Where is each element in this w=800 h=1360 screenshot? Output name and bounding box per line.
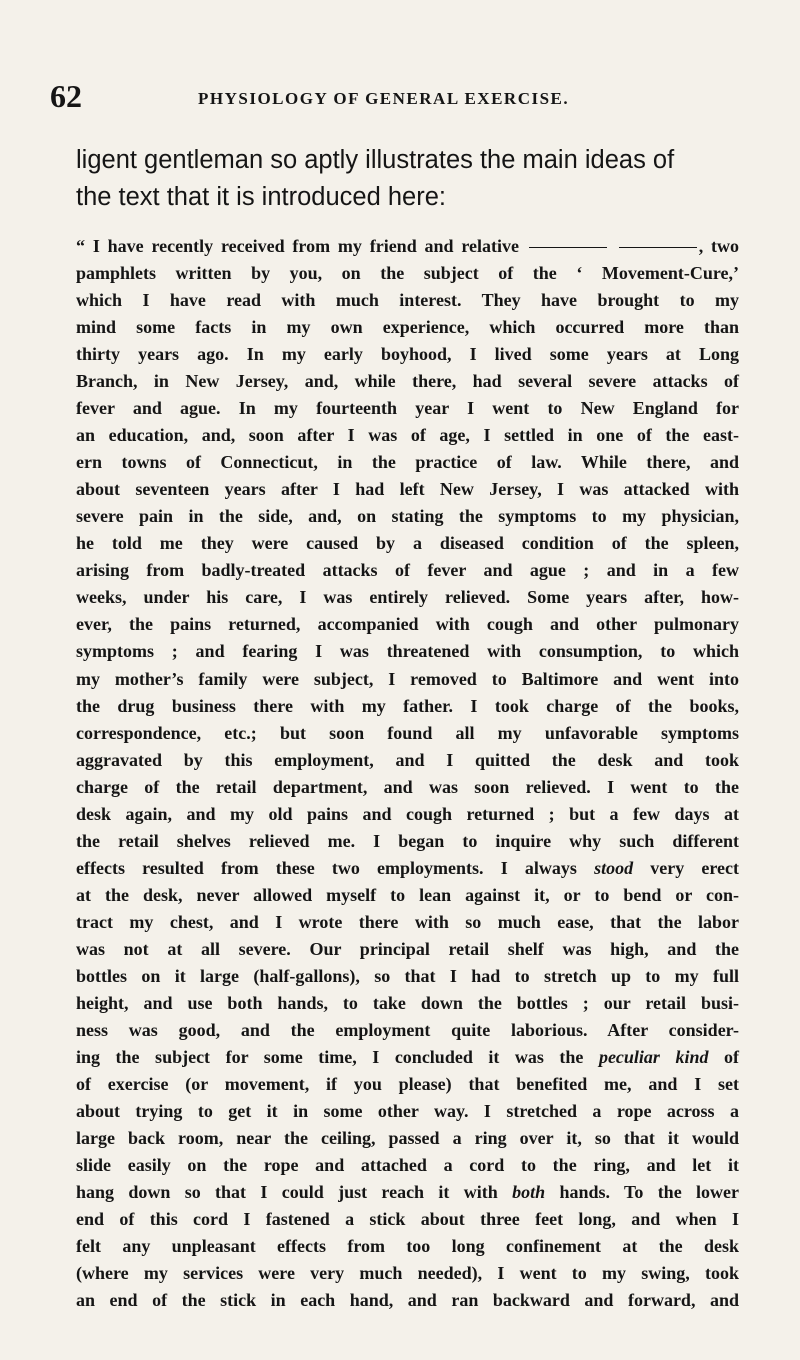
letter-line: desk again, and my old pains and cough returned ; but a few days at: [76, 803, 739, 824]
letter-line: an end of the stick in each hand, and ran backward and forward, and: [76, 1290, 739, 1311]
letter-line: [76, 855, 739, 882]
letter-line: an education, and, soon after I was of age, I settled in one of the east-: [76, 425, 739, 446]
intro-line: ligent gentleman so aptly illustrates the main ideas of: [76, 146, 675, 174]
letter-line: end of this cord I fastened a stick about three feet long, and when I: [76, 1209, 739, 1230]
letter-line: (where my services were very much needed), I went to my swing, took: [76, 1263, 739, 1284]
letter-line: of exercise (or movement, if you please) that benefited me, and I set: [76, 1073, 739, 1094]
emphasis-text: both: [512, 1182, 546, 1203]
page-header: [50, 78, 770, 114]
letter-line: ness was good, and the employment quite laborious. After consider-: [76, 1019, 739, 1040]
letter-line: at the desk, never allowed myself to lean against it, or to bend or con-: [76, 884, 739, 905]
letter-line: weeks, under his care, I was entirely relieved. Some years after, how-: [76, 587, 739, 608]
page-number: 62: [50, 78, 82, 114]
emphasis-text: peculiar kind: [598, 1046, 709, 1067]
letter-line: he told me they were caused by a diseased condition of the spleen,: [76, 533, 739, 554]
intro-paragraph: [76, 142, 741, 216]
letter-text: of: [724, 1046, 740, 1067]
letter-text: “ I have recently received from my friend and relative: [76, 236, 520, 256]
letter-line: [76, 233, 739, 260]
letter-line: ever, the pains returned, accompanied with cough and other pulmonary: [76, 614, 739, 635]
letter-text: , two: [698, 236, 740, 256]
letter-line: was not at all severe. Our principal retail shelf was high, and the: [76, 938, 739, 959]
letter-text: hang down so that I could just reach it with: [76, 1182, 498, 1203]
letter-line: fever and ague. In my fourteenth year I went to New England for: [76, 398, 739, 419]
letter-line: thirty years ago. In my early boyhood, I lived some years at Long: [76, 344, 739, 365]
letter-line: correspondence, etc.; but soon found all my unfavorable symptoms: [76, 722, 739, 743]
letter-line: about seventeen years after I had left New Jersey, I was attacked with: [76, 479, 739, 500]
letter-line: bottles on it large (half-gallons), so that I had to stretch up to my full: [76, 965, 739, 986]
letter-line: the retail shelves relieved me. I began to inquire why such different: [76, 830, 739, 851]
letter-line: symptoms ; and fearing I was threatened with consumption, to which: [76, 641, 739, 662]
letter-line: pamphlets written by you, on the subject of the ‘ Movement-Cure,’: [76, 263, 739, 284]
letter-line: my mother’s family were subject, I removed to Baltimore and went into: [76, 668, 739, 689]
name-blank-rule: [619, 247, 697, 248]
letter-line: tract my chest, and I wrote there with so much ease, that the labor: [76, 911, 739, 932]
letter-line: the drug business there with my father. I took charge of the books,: [76, 695, 739, 716]
letter-text: effects resulted from these two employments. I always: [76, 857, 577, 878]
letter-line: severe pain in the side, and, on stating the symptoms to my physician,: [76, 506, 739, 527]
letter-line: arising from badly-treated attacks of fever and ague ; and in a few: [76, 560, 739, 581]
letter-line: mind some facts in my own experience, which occurred more than: [76, 317, 739, 338]
letter-line: charge of the retail department, and was soon relieved. I went to the: [76, 776, 739, 797]
letter-line: ern towns of Connecticut, in the practice of law. While there, and: [76, 452, 739, 473]
letter-line: aggravated by this employment, and I quitted the desk and took: [76, 749, 739, 770]
letter-line: which I have read with much interest. They have brought to my: [76, 290, 739, 311]
intro-line: the text that it is introduced here:: [76, 183, 446, 211]
running-title: PHYSIOLOGY OF GENERAL EXERCISE.: [198, 89, 570, 108]
letter-text: ing the subject for some time, I concluded it was the: [76, 1046, 584, 1067]
letter-text: very erect: [650, 857, 740, 878]
letter-line: felt any unpleasant effects from too long confinement at the desk: [76, 1236, 739, 1257]
letter-line: [76, 1044, 739, 1071]
letter-line: Branch, in New Jersey, and, while there, had several severe attacks of: [76, 371, 739, 392]
letter-line: large back room, near the ceiling, passed a ring over it, so that it would: [76, 1128, 739, 1149]
letter-line: slide easily on the rope and attached a cord to the ring, and let it: [76, 1155, 739, 1176]
quoted-letter: [76, 233, 739, 1314]
emphasis-text: stood: [594, 857, 634, 878]
letter-text: hands. To the lower: [559, 1182, 739, 1203]
name-blank-rule: [529, 247, 607, 248]
letter-line: height, and use both hands, to take down the bottles ; our retail busi-: [76, 992, 739, 1013]
letter-line: [76, 1179, 739, 1206]
letter-line: about trying to get it in some other way. I stretched a rope across a: [76, 1101, 739, 1121]
